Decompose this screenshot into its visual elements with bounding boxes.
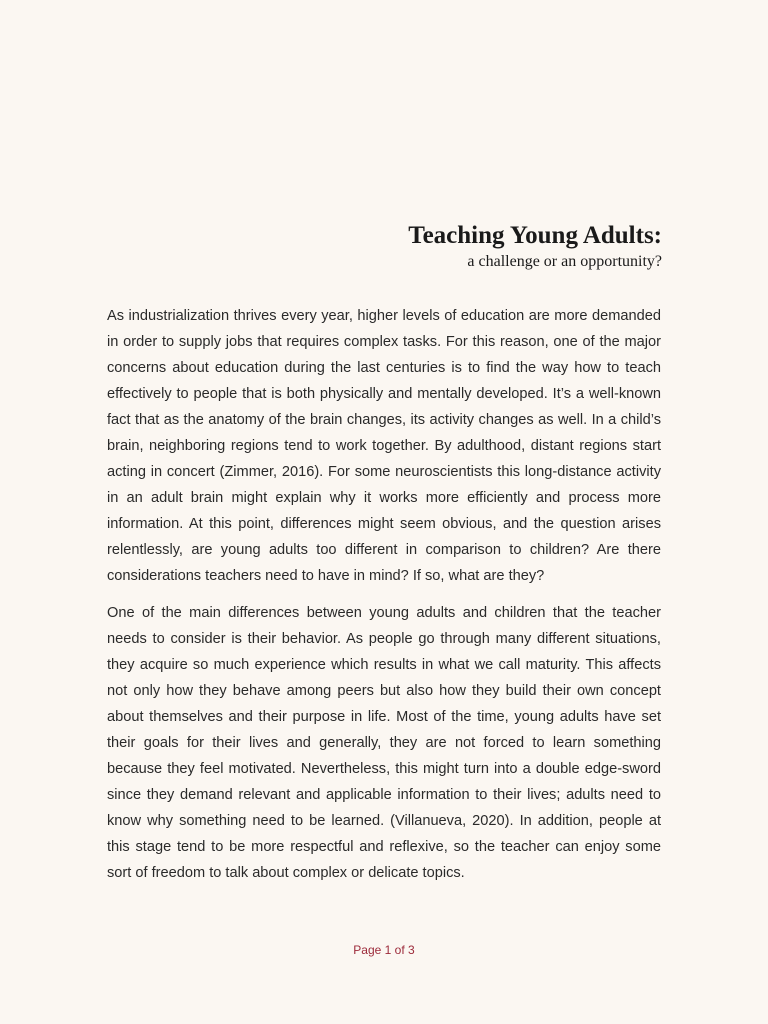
document-title: Teaching Young Adults: xyxy=(408,222,662,249)
paragraph-1: As industrialization thrives every year, higher levels of education are more demanded in order to supply jobs that requires complex tasks. For this reason, one of the major concerns about education during the last centuries is to find the way how to teach effectively to people that is both physically and mentally developed. It’s a well-known fact that as the anatomy of the brain changes, its activity changes as well. In a child’s brain, neighboring regions tend to work together. By adulthood, distant regions start acting in concert (Zimmer, 2016). For some neuroscientists this long-distance activity in an adult brain might explain why it works more efficiently and process more information. At this point, differences might seem obvious, and the question arises relentlessly, are young adults too different in comparison to children? Are there considerations teachers need to have in mind? If so, what are they? xyxy=(107,308,661,584)
document-subtitle: a challenge or an opportunity? xyxy=(467,253,662,270)
document-body xyxy=(107,303,661,897)
page-number-footer: Page 1 of 3 xyxy=(353,943,415,957)
paragraph-2: One of the main differences between young adults and children that the teacher needs to consider is their behavior. As people go through many different situations, they acquire so much experience which results in what we call maturity. This affects not only how they behave among peers but also how they build their own concept about themselves and their purpose in life. Most of the time, young adults have set their goals for their lives and generally, they are not forced to learn something because they feel motivated. Nevertheless, this might turn into a double edge-sword since they demand relevant and applicable information to their lives; adults need to know why something need to be learned. (Villanueva, 2020). In addition, people at this stage tend to be more respectful and reflexive, so the teacher can enjoy some sort of freedom to talk about complex or delicate topics. xyxy=(107,605,661,881)
title-block xyxy=(408,220,662,272)
